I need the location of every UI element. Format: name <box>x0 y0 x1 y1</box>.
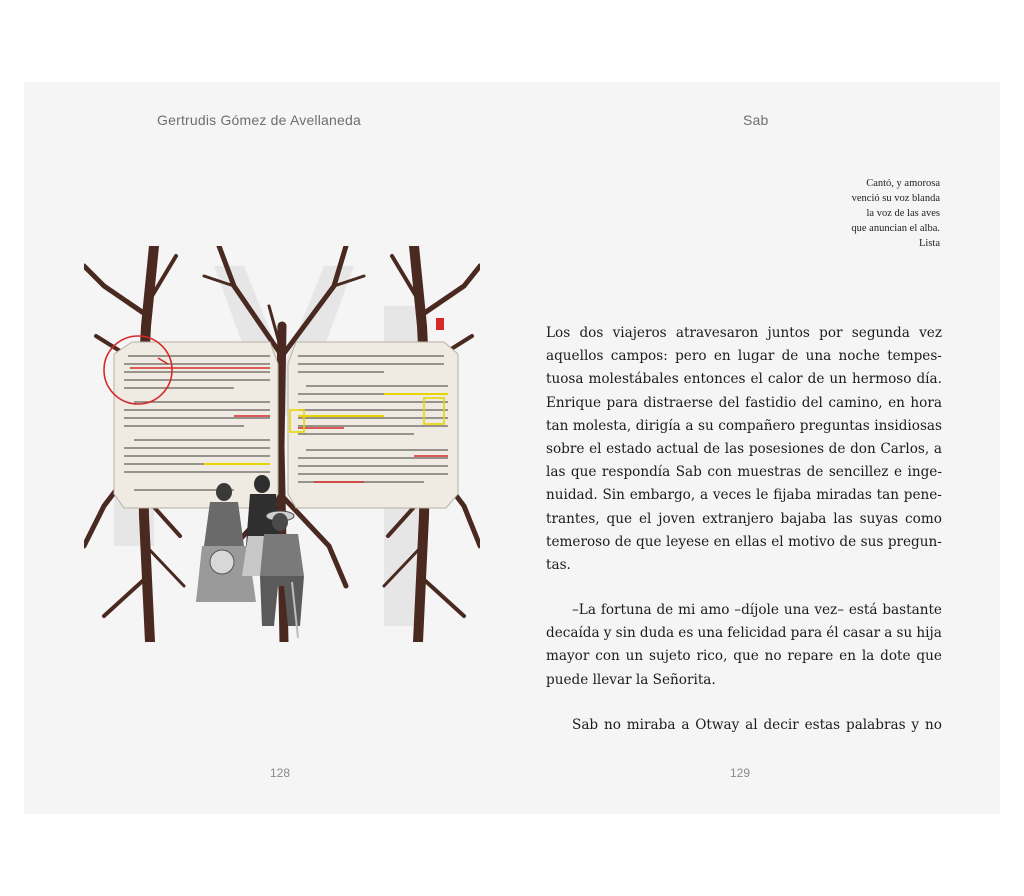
text-line: tan molesta, dirigía a su compañero preguntas insidiosas <box>546 417 942 434</box>
epigraph <box>744 176 940 251</box>
paragraph-gap <box>546 577 942 599</box>
red-marker <box>436 318 444 330</box>
text-line: mayor con un sujeto rico, que no repare en la dote que <box>546 648 942 665</box>
paragraph <box>546 599 942 692</box>
running-head-title: Sab <box>743 112 769 128</box>
paragraph <box>546 322 942 577</box>
epigraph-line: la voz de las aves <box>866 208 940 219</box>
paragraph-gap <box>546 692 942 714</box>
collage-illustration <box>84 246 480 642</box>
running-head-author: Gertrudis Gómez de Avellaneda <box>157 112 361 128</box>
text-line: temeroso de que leyese en ellas el motivo de sus pregun- <box>546 533 942 550</box>
text-line: tuosa molestábales entonces el calor de un hermoso día. <box>546 371 942 388</box>
text-line: Sab no miraba a Otway al decir estas palabras y no <box>572 716 942 733</box>
epigraph-line: Cantó, y amorosa <box>866 178 940 189</box>
text-line: sobre el estado actual de las posesiones de don Carlos, a <box>546 440 942 457</box>
text-line: aquellos campos: pero en lugar de una noche tempes- <box>546 348 942 365</box>
page-number-left: 128 <box>270 766 291 780</box>
epigraph-line: venció su voz blanda <box>851 193 940 204</box>
text-line: Los dos viajeros atravesaron juntos por segunda vez <box>546 325 942 341</box>
text-line: trantes, que el joven extranjero bajaba las suyas como <box>546 510 942 527</box>
book-reader <box>24 82 1000 814</box>
text-line: puede llevar la Señorita. <box>546 671 716 688</box>
epigraph-line: que anuncian el alba. <box>851 223 940 234</box>
epigraph-attribution: Lista <box>919 238 940 249</box>
body-text[interactable] <box>546 322 942 737</box>
text-line: Enrique para distraerse del fastidio del camino, en hora <box>546 394 942 411</box>
page-number-right: 129 <box>730 766 751 780</box>
paragraph <box>546 714 942 737</box>
text-line: decaída y sin duda es una felicidad para él casar a su hija <box>546 625 942 642</box>
text-line: las que respondía Sab con muestras de sencillez e inge- <box>546 464 942 481</box>
text-line: nuidad. Sin embargo, a veces le fijaba miradas tan pene- <box>546 487 942 504</box>
text-line: –La fortuna de mi amo –díjole una vez– está bastante <box>572 602 942 619</box>
text-line: tas. <box>546 556 571 573</box>
